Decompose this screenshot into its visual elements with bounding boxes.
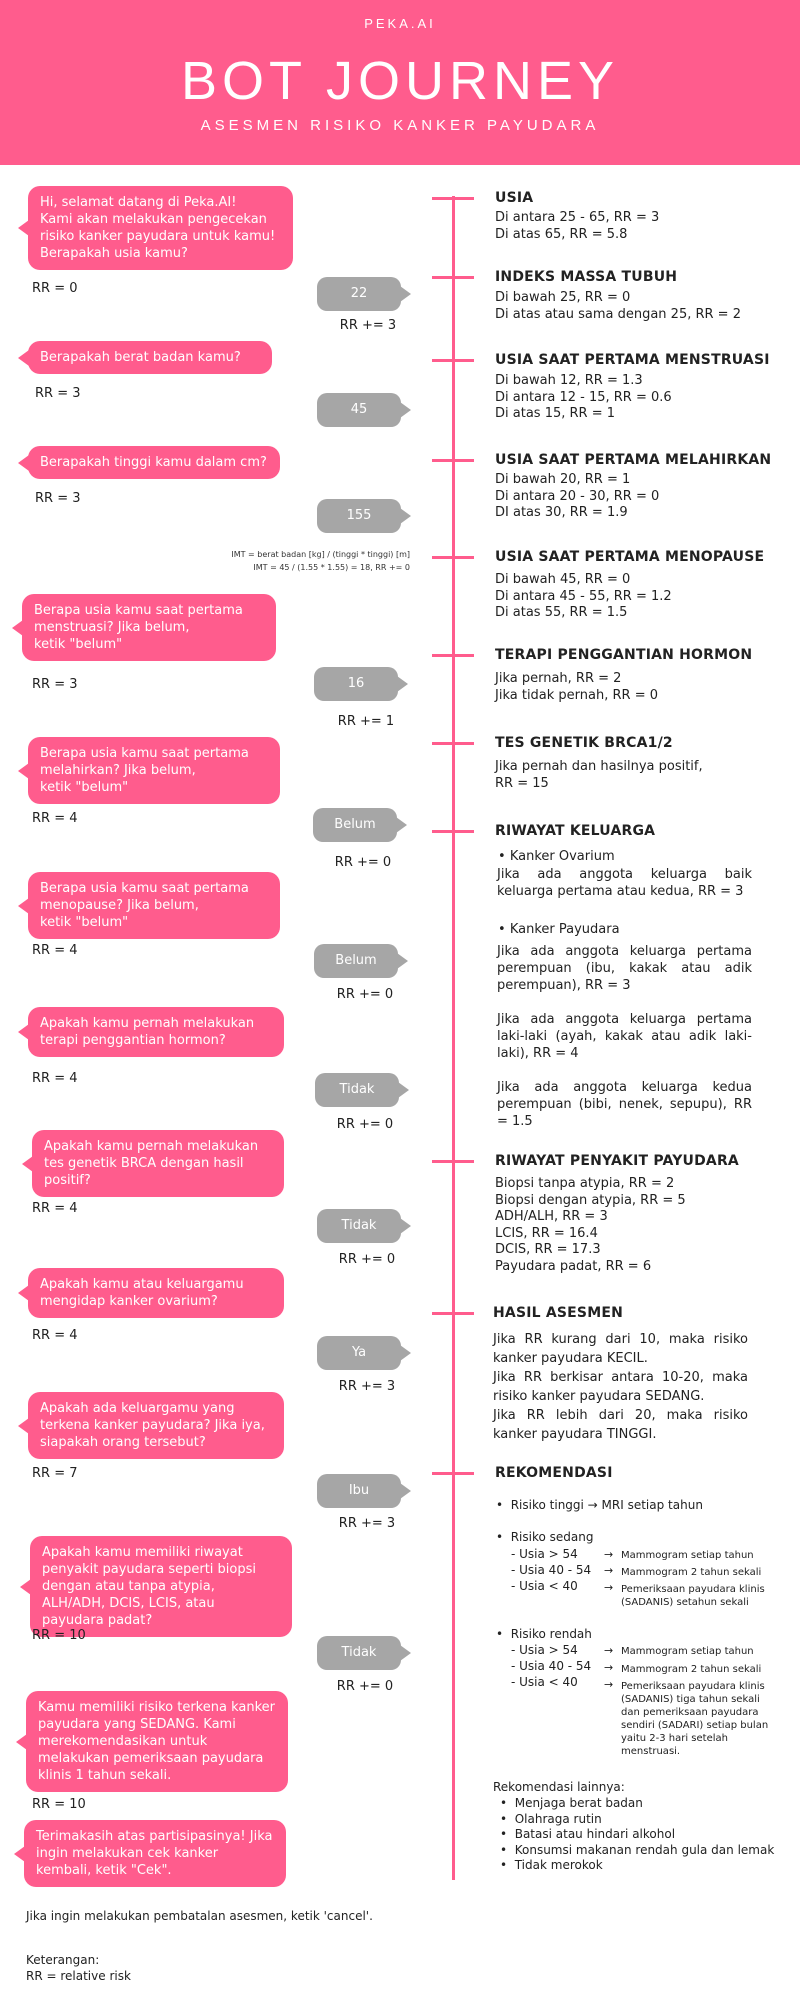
imt-calc-line: IMT = 45 / (1.55 * 1.55) = 18, RR += 0 [253, 563, 410, 572]
rule-line: Di bawah 20, RR = 1 [495, 472, 631, 487]
rec-age-row: - Usia > 54 [511, 1643, 578, 1657]
section-title-breast-disease: RIWAYAT PENYAKIT PAYUDARA [495, 1153, 739, 1169]
header-banner [0, 0, 800, 165]
result-rule-high: Jika RR lebih dari 20, maka risiko kanker payudara TINGGI. [493, 1408, 748, 1442]
section-title-hormone-therapy: TERAPI PENGGANTIAN HORMON [495, 647, 753, 663]
bullet-label: Kanker Ovarium [509, 849, 615, 864]
rec-action: Mammogram setiap tahun [621, 1646, 754, 1657]
family-breast-rule-2: Jika ada anggota keluarga pertama laki-laki (ayah, kakak atau adik laki-laki), RR = 4 [497, 1012, 752, 1061]
legend-text: RR = relative risk [26, 1969, 131, 1983]
result-rule-low: Jika RR kurang dari 10, maka risiko kanker payudara KECIL. [493, 1332, 748, 1366]
rec-action: Pemeriksaan payudara klinis (SADANIS) tiga tahun sekali dan pemeriksaan payudara sendiri (SADARI) setiap bulan yaitu 2-3 hari setelah menstruasi. [621, 1681, 769, 1757]
rec-medium-risk: • Risiko sedang [496, 1530, 594, 1544]
timeline-tick [432, 654, 474, 657]
rec-action: Mammogram 2 tahun sekali [621, 1664, 762, 1675]
section-title-brca: TES GENETIK BRCA1/2 [495, 735, 673, 751]
page-title: BOT JOURNEY [180, 51, 620, 111]
timeline-tick [432, 276, 474, 279]
rr-value: RR = 4 [32, 1071, 78, 1086]
rec-high-risk: • Risiko tinggi → MRI setiap tahun [496, 1498, 703, 1512]
rule-line: RR = 15 [495, 775, 549, 791]
user-reply: 45 [317, 393, 401, 427]
bot-bubble-height: Berapakah tinggi kamu dalam cm? [28, 446, 280, 479]
rr-value: RR = 3 [35, 491, 81, 506]
section-title-recommendation: REKOMENDASI [495, 1465, 613, 1481]
rr-value: RR = 10 [32, 1797, 86, 1812]
user-reply: 16 [314, 667, 398, 701]
timeline-tick [432, 459, 474, 462]
rec-other-item: • Batasi atau hindari alkohol [500, 1827, 676, 1841]
rr-value: RR = 10 [32, 1628, 86, 1643]
rule-line: Di bawah 45, RR = 0 [495, 572, 631, 587]
rec-medium-risk-label: Risiko sedang [510, 1530, 594, 1544]
rule-line: DCIS, RR = 17.3 [495, 1242, 601, 1257]
rr-value: RR = 4 [32, 943, 78, 958]
rec-other-item-text: Olahraga rutin [514, 1811, 602, 1826]
arrow-icon: → [604, 1548, 614, 1561]
rule-line: Payudara padat, RR = 6 [495, 1258, 652, 1274]
timeline-tick [432, 197, 474, 200]
rec-other-list [500, 1796, 774, 1874]
bot-bubble-result: Kamu memiliki risiko terkena kanker payudara yang SEDANG. Kami merekomendasikan untuk melakukan pemeriksaan payudara klinis 1 tahun sekali. [26, 1691, 288, 1792]
bot-bubble-weight: Berapakah berat badan kamu? [28, 341, 272, 374]
section-title-menstruation: USIA SAAT PERTAMA MENSTRUASI [495, 352, 770, 368]
rec-other-item-text: Batasi atau hindari alkohol [514, 1827, 676, 1841]
bullet-ovarian-cancer: • Kanker Ovarium [498, 849, 615, 864]
rr-value: RR = 4 [32, 1328, 78, 1343]
rr-increment: RR += 3 [339, 318, 397, 333]
family-breast-rule-1: Jika ada anggota keluarga pertama perempuan (ibu, kakak atau adik perempuan), RR = 3 [497, 944, 752, 993]
rec-other-item: • Menjaga berat badan [500, 1796, 643, 1810]
section-menstruation-rules [495, 373, 672, 423]
rec-low-risk: • Risiko rendah [496, 1627, 592, 1641]
rule-line: Biopsi dengan atypia, RR = 5 [495, 1192, 686, 1208]
bot-bubble-family-breast: Apakah ada keluargamu yang terkena kanker payudara? Jika iya, siapakah orang tersebut? [28, 1392, 284, 1459]
timeline-line [452, 196, 455, 1880]
rule-line: Di atas 55, RR = 1.5 [495, 605, 628, 620]
user-reply: Tidak [317, 1209, 401, 1243]
rr-increment: RR += 0 [336, 1117, 394, 1132]
rr-value: RR = 4 [32, 1201, 78, 1216]
bot-bubble-thanks: Terimakasih atas partisipasinya! Jika ingin melakukan cek kanker kembali, ketik "Cek". [24, 1820, 286, 1887]
timeline-tick [432, 1160, 474, 1163]
bot-bubble-breast-disease: Apakah kamu memiliki riwayat penyakit payudara seperti biopsi dengan atau tanpa atypia, ALH/ADH, DCIS, LCIS, atau payudara padat? [30, 1536, 292, 1637]
timeline-tick [432, 1472, 474, 1475]
rule-line: DI atas 30, RR = 1.9 [495, 505, 628, 520]
bullet-breast-cancer: • Kanker Payudara [498, 922, 620, 937]
user-reply: 22 [317, 277, 401, 311]
section-bmi-rules [495, 290, 741, 323]
rr-increment: RR += 0 [336, 987, 394, 1002]
family-ovarian-rule: Jika ada anggota keluarga baik keluarga pertama atau kedua, RR = 3 [497, 867, 752, 899]
arrow-icon: → [604, 1644, 614, 1657]
rr-increment: RR += 0 [338, 1252, 396, 1267]
section-title-first-birth: USIA SAAT PERTAMA MELAHIRKAN [495, 452, 772, 468]
legend-title: Keterangan: [26, 1953, 100, 1967]
bot-bubble-menstruation: Berapa usia kamu saat pertama menstruasi? Jika belum, ketik "belum" [22, 594, 276, 661]
bot-bubble-first-birth: Berapa usia kamu saat pertama melahirkan? Jika belum, ketik "belum" [28, 737, 280, 804]
rr-increment: RR += 0 [336, 1679, 394, 1694]
rec-age-row: - Usia < 40 [511, 1579, 578, 1593]
user-reply: Tidak [315, 1073, 399, 1107]
rule-line: Biopsi tanpa atypia, RR = 2 [495, 1176, 675, 1191]
section-title-bmi: INDEKS MASSA TUBUH [495, 269, 678, 285]
bullet-label: Kanker Payudara [509, 922, 620, 937]
user-reply: Ibu [317, 1474, 401, 1508]
rec-other-item-text: Menjaga berat badan [514, 1796, 643, 1810]
rec-action: Pemeriksaan payudara klinis (SADANIS) setahun sekali [621, 1584, 765, 1608]
section-brca-rules [495, 759, 703, 792]
bot-bubble-ovarian: Apakah kamu atau keluargamu mengidap kanker ovarium? [28, 1268, 284, 1318]
rec-other-item: • Konsumsi makanan rendah gula dan lemak [500, 1842, 775, 1857]
rule-line: Di atas 65, RR = 5.8 [495, 226, 628, 242]
section-first-birth-rules [495, 472, 659, 522]
timeline-tick [432, 359, 474, 362]
bot-bubble-brca: Apakah kamu pernah melakukan tes genetik BRCA dengan hasil positif? [32, 1130, 284, 1197]
user-reply: Tidak [317, 1636, 401, 1670]
user-reply: Ya [317, 1336, 401, 1370]
rr-value: RR = 0 [32, 281, 78, 296]
rule-line: Di atas 15, RR = 1 [495, 406, 615, 421]
rr-increment: RR += 3 [338, 1379, 396, 1394]
rr-value: RR = 7 [32, 1466, 78, 1481]
rec-other-item: • Olahraga rutin [500, 1811, 602, 1826]
imt-formula [150, 548, 410, 574]
section-age-rules [495, 210, 659, 243]
rule-line: Di atas atau sama dengan 25, RR = 2 [495, 306, 741, 322]
rec-other-item-text: Tidak merokok [514, 1858, 603, 1872]
user-reply: Belum [314, 944, 398, 978]
rr-value: RR = 4 [32, 811, 78, 826]
rule-line: ADH/ALH, RR = 3 [495, 1209, 608, 1224]
rule-line: Di antara 12 - 15, RR = 0.6 [495, 389, 672, 405]
rec-other-item: • Tidak merokok [500, 1858, 603, 1872]
arrow-icon: → [604, 1564, 614, 1577]
section-breast-disease-rules [495, 1176, 686, 1275]
rec-age-row: - Usia > 54 [511, 1547, 578, 1561]
section-menopause-rules [495, 572, 672, 622]
rule-line: Di bawah 12, RR = 1.3 [495, 373, 643, 388]
family-breast-rule-3: Jika ada anggota keluarga kedua perempuan (bibi, nenek, sepupu), RR = 1.5 [497, 1080, 752, 1129]
rule-line: LCIS, RR = 16.4 [495, 1225, 598, 1241]
bot-bubble-hormone: Apakah kamu pernah melakukan terapi penggantian hormon? [28, 1007, 284, 1057]
rr-value: RR = 3 [35, 386, 81, 401]
bot-bubble-greeting: Hi, selamat datang di Peka.AI! Kami akan melakukan pengecekan risiko kanker payudara untuk kamu! Berapakah usia kamu? [28, 186, 293, 270]
rec-low-risk-label: Risiko rendah [510, 1627, 592, 1641]
user-reply: 155 [317, 499, 401, 533]
rec-action: Mammogram 2 tahun sekali [621, 1567, 762, 1578]
rule-line: Jika pernah, RR = 2 [495, 671, 622, 686]
rec-other-item-text: Konsumsi makanan rendah gula dan lemak [514, 1842, 775, 1857]
rr-value: RR = 3 [32, 677, 78, 692]
rr-increment: RR += 1 [337, 714, 395, 729]
rec-age-row: - Usia 40 - 54 [511, 1659, 592, 1673]
rr-increment: RR += 0 [334, 855, 392, 870]
section-title-menopause: USIA SAAT PERTAMA MENOPAUSE [495, 549, 765, 565]
rec-action: Mammogram setiap tahun [621, 1550, 754, 1561]
rr-increment: RR += 3 [338, 1516, 396, 1531]
rec-age-row: - Usia < 40 [511, 1675, 578, 1689]
imt-formula-line: IMT = berat badan [kg] / (tinggi * tinggi) [m] [231, 550, 410, 559]
brand-name: PEKA.AI [364, 16, 436, 31]
rule-line: Di antara 45 - 55, RR = 1.2 [495, 588, 672, 604]
timeline-tick [432, 1312, 474, 1315]
arrow-icon: → [604, 1581, 614, 1594]
rule-line: Di antara 25 - 65, RR = 3 [495, 210, 660, 225]
timeline-tick [432, 742, 474, 745]
page-subtitle: ASESMEN RISIKO KANKER PAYUDARA [200, 117, 600, 134]
timeline-tick [432, 830, 474, 833]
arrow-icon: → [604, 1678, 614, 1691]
rule-line: Jika tidak pernah, RR = 0 [495, 687, 659, 703]
rec-high-risk-text: Risiko tinggi → MRI setiap tahun [510, 1498, 703, 1512]
section-title-age: USIA [495, 190, 534, 206]
cancel-note: Jika ingin melakukan pembatalan asesmen, ketik 'cancel'. [26, 1909, 373, 1923]
user-reply: Belum [313, 808, 397, 842]
rule-line: Di antara 20 - 30, RR = 0 [495, 488, 660, 504]
rule-line: Di bawah 25, RR = 0 [495, 290, 631, 305]
timeline-tick [432, 556, 474, 559]
section-title-assessment-result: HASIL ASESMEN [493, 1305, 624, 1321]
rec-age-row: - Usia 40 - 54 [511, 1563, 592, 1577]
result-rule-medium: Jika RR berkisar antara 10-20, maka risiko kanker payudara SEDANG. [493, 1370, 748, 1404]
arrow-icon: → [604, 1661, 614, 1674]
rec-other-title: Rekomendasi lainnya: [493, 1780, 625, 1794]
bot-bubble-menopause: Berapa usia kamu saat pertama menopause? Jika belum, ketik "belum" [28, 872, 280, 939]
rule-line: Jika pernah dan hasilnya positif, [495, 759, 703, 774]
section-hormone-rules [495, 671, 658, 704]
section-title-family-history: RIWAYAT KELUARGA [495, 823, 656, 839]
